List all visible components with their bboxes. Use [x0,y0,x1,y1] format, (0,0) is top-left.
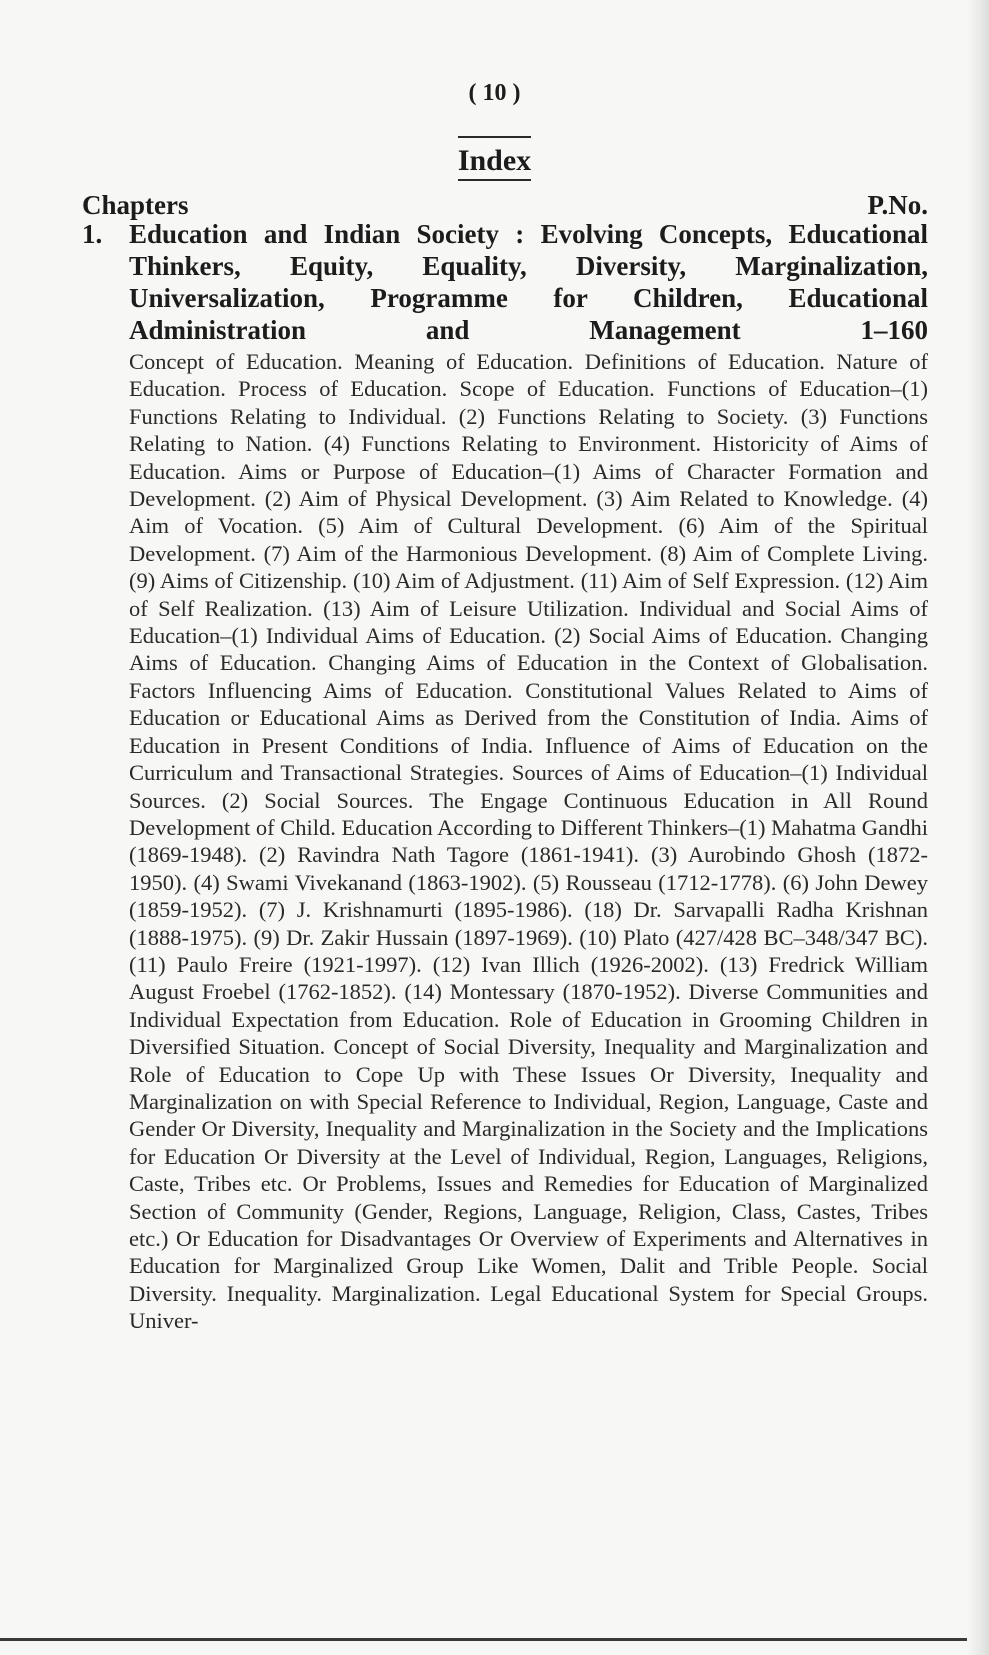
page-number: ( 10 ) [468,80,521,106]
index-title: Index [458,136,531,181]
chapters-column-label: Chapters [82,190,189,220]
bottom-rule [0,1638,967,1641]
page-edge-shadow [967,0,989,1655]
chapter-title-block [129,218,928,346]
index-heading [0,136,989,181]
chapter-contents: Concept of Education. Meaning of Education. Definitions of Education. Nature of Education. Process of Education. Scope of Education. Functions of Education–(1) Functions Relating to Individual. (2) Functions Relating to Society. (3) Functions Relating to Nation. (4) Functions Relating to Environment. Historicity of Aims of Education. Aims or Purpose of Education–(1) Aims of Character Formation and Development. (2) Aim of Physical Development. (3) Aim Related to Knowledge. (4) Aim of Vocation. (5) Aim of Cultural Development. (6) Aim of the Spiritual Development. (7) Aim of the Harmonious Development. (8) Aim of Complete Living. (9) Aims of Citizenship. (10) Aim of Adjustment. (11) Aim of Self Expression. (12) Aim of Self Realization. (13) Aim of Leisure Utilization. Individual and Social Aims of Education–(1) Individual Aims of Education. (2) Social Aims of Education. Changing Aims of Education. Changing Aims of Education in the Context of Globalisation. Factors Influencing Aims of Education. Constitutional Values Related to Aims of Education or Educational Aims as Derived from the Constitution of India. Aims of Education in Present Conditions of India. Influence of Aims of Education on the Curriculum and Transactional Strategies. Sources of Aims of Education–(1) Individual Sources. (2) Social Sources. The Engage Continuous Education in All Round Development of Child. Education According to Different Thinkers–(1) Mahatma Gandhi (1869-1948). (2) Ravindra Nath Tagore (1861-1941). (3) Aurobindo Ghosh (1872-1950). (4) Swami Vivekanand (1863-1902). (5) Rousseau (1712-1778). (6) John Dewey (1859-1952). (7) J. Krishnamurti (1895-1986). (18) Dr. Sarvapalli Radha Krishnan (1888-1975). (9) Dr. Zakir Hussain (1897-1969). (10) Plato (427/428 BC–348/347 BC). (11) Paulo Freire (1921-1997). (12) Ivan Illich (1926-2002). (13) Fredrick William August Froebel (1762-1852). (14) Montessary (1870-1952). Diverse Communities and Individual Expectation from Education. Role of Education in Grooming Children in Diversified Situation. Concept of Social Diversity, Inequality and Marginalization and Role of Education to Cope Up with These Issues Or Diversity, Inequality and Marginalization on with Special Reference to Individual, Region, Language, Caste and Gender Or Diversity, Inequality and Marginalization in the Society and the Implications for Education Or Diversity at the Level of Individual, Region, Languages, Religions, Caste, Tribes etc. Or Problems, Issues and Remedies for Education of Marginalized Section of Community (Gender, Regions, Language, Religion, Class, Castes, Tribes etc.) Or Education for Disadvantages Or Overview of Experiments and Alternatives in Education for Marginalized Group Like Women, Dalit and Trible People. Social Diversity. Inequality. Marginalization. Legal Educational System for Special Groups. Univer- [129,349,928,1334]
chapter-number: 1. [82,219,103,249]
page-number-column-label: P.No. [867,190,928,220]
chapter-title: Education and Indian Society : Evolving Concepts, Educational Thinkers, Equity, Equality, Diversity, Marginalization, Universalization, Programme for Children, Educational Administration and Management [129,219,928,345]
chapter-entry [82,218,928,1335]
chapter-page-range: 1–160 [860,315,928,345]
column-headers [82,190,928,221]
